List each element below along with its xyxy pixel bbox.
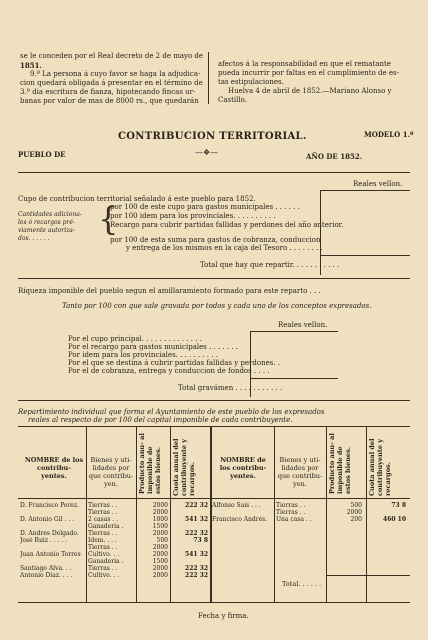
divider-line — [18, 172, 410, 173]
cell-bienes: Tierras . . — [276, 509, 306, 516]
brace-symbol: { — [98, 200, 119, 238]
cell-bienes: Tierras . . — [276, 502, 306, 509]
cell-nombre: Antonio Diaz. . . . — [20, 572, 73, 579]
riqueza-item: Por el de cobranza, entrega y conduccion de fondos . . . . — [68, 367, 270, 375]
table-row — [18, 516, 210, 523]
cell-bienes: Ganaderia . — [88, 558, 124, 565]
top-right-line: Castillo. — [218, 96, 247, 104]
riqueza-item: Por idem para los provinciales. . . . . . . . . . — [68, 351, 218, 359]
modelo-label: MODELO 1.º — [364, 130, 414, 139]
cell-cuota: 73 8 — [193, 537, 208, 544]
cell-producto: 2000 — [152, 502, 168, 509]
cupo-line: y entrega de los mismos en la caja del Tesoro . . . . . . . . — [126, 244, 323, 252]
cell-cuota: 541 32 — [185, 551, 208, 558]
cell-bienes: Cultivo. . . — [88, 551, 120, 558]
divider-line — [250, 331, 338, 332]
table-row — [210, 509, 410, 516]
cell-cuota: 541 32 — [185, 516, 208, 523]
anio-label: AÑO DE 1852. — [306, 152, 363, 161]
table-row — [18, 537, 210, 544]
document-title: CONTRIBUCION TERRITORIAL. — [118, 131, 307, 142]
cell-cuota: 222 32 — [185, 530, 208, 537]
cell-producto: 1000 — [152, 516, 168, 523]
cell-cuota: 222 32 — [185, 502, 208, 509]
table-row — [18, 502, 210, 509]
cell-bienes: Tierras . . — [88, 530, 118, 537]
table-top-rule — [18, 426, 410, 427]
ornament: —❖— — [195, 148, 219, 157]
cell-bienes: 2 casas . . — [88, 516, 119, 523]
fecha-firma: Fecha y firma. — [198, 612, 249, 620]
header-nombre-right: NOMBRE de los contribu- yentes. — [219, 456, 267, 480]
top-right-line: afectos á la responsabilidad en que el rematante — [218, 60, 391, 68]
cell-bienes: Una casa . . — [276, 516, 312, 523]
top-left-line: cion quedará obligada á presentar en el término de — [20, 79, 203, 87]
divider-line — [320, 255, 410, 256]
cell-nombre: D. Andres Delgado. — [20, 530, 79, 537]
reales-vellon-header: Reales vellon. — [278, 321, 328, 329]
cell-bienes: Idem. . . . — [88, 537, 117, 544]
cupo-line: Cupo de contribucion territorial señalado á este pueblo para 1852. — [18, 195, 256, 203]
brace-label-line: les ó recargos pré- — [18, 219, 75, 226]
riqueza-item: Por el recargo para gastos municipales . . . . . . . — [68, 343, 238, 351]
cell-bienes: Ganaderia . — [88, 523, 124, 530]
cell-nombre: José Ruiz . . . . . — [20, 537, 68, 544]
cell-producto: 2000 — [152, 572, 168, 579]
reales-vellon-header: Reales vellon. — [353, 180, 403, 188]
divider-line — [320, 190, 410, 191]
top-left-line: 3.º dia escritura de fianza, hipotecando fincas ur- — [20, 88, 196, 96]
cell-producto: 2000 — [152, 530, 168, 537]
table-row — [18, 509, 210, 516]
riqueza-subtitle: Tanto por 100 con que sale gravada por todos y cada uno de los conceptos expresados. — [62, 302, 372, 310]
table-row — [18, 523, 210, 530]
cell-bienes: Cultivo. . . — [88, 572, 120, 579]
cell-producto: 2000 — [152, 544, 168, 551]
cupo-total: Total que hay que repartir. . . . . . . . . . . — [200, 261, 340, 269]
cell-bienes: Tierras . . — [88, 502, 118, 509]
table-row — [210, 516, 410, 523]
header-producto-left: Producto anu- al imponible de estos bienes. — [138, 433, 162, 494]
table-row — [18, 572, 210, 579]
cell-nombre: D. Antonio Gil . . . — [20, 516, 75, 523]
cell-producto: 500 — [156, 537, 168, 544]
cell-bienes: Tierras . . — [88, 509, 118, 516]
cupo-line: por 100 idem para los provinciales. . . . . . . . . . — [110, 212, 276, 220]
column-divider — [320, 190, 321, 275]
cell-cuota: 73 8 — [391, 502, 406, 509]
header-producto-right: Producto anu- al imponible de estos bienes. — [328, 433, 352, 494]
top-left-line: 9.ª La persona á cuyo favor se haga la adjudica- — [30, 70, 201, 78]
top-right-text — [218, 60, 408, 105]
cell-producto: 2000 — [346, 509, 362, 516]
table-row — [18, 558, 210, 565]
riqueza-total: Total gravámen . . . . . . . . . . . — [178, 384, 283, 392]
brace-label-line: viamente autoriza- — [18, 227, 75, 234]
table-row — [18, 530, 210, 537]
repartimiento-line: reales al respecto de por 100 del capital imponible de cada contribuyente. — [28, 416, 293, 424]
header-bienes-right: Bienes y uti- lidades por que contribu- yen. — [277, 456, 323, 488]
cell-producto: 1500 — [152, 558, 168, 565]
cell-producto: 2000 — [152, 551, 168, 558]
top-right-line: pueda incurrir por faltas en el cumplimiento de es- — [218, 69, 399, 77]
table-header-rule — [18, 498, 410, 499]
cell-cuota: 222 32 — [185, 565, 208, 572]
divider-line — [326, 575, 410, 576]
top-right-line: tas estipulaciones. — [218, 78, 284, 86]
cell-nombre: D. Francisco Perez. — [20, 502, 79, 509]
cell-producto: 2000 — [152, 565, 168, 572]
cell-producto: 500 — [350, 502, 362, 509]
top-right-line: Huelva 4 de abril de 1852.—Mariano Alonso y — [228, 87, 392, 95]
pueblo-label: PUEBLO DE — [18, 150, 66, 159]
table-row — [18, 544, 210, 551]
cell-producto: 2000 — [152, 509, 168, 516]
cell-nombre: Alfonso Sais . . . — [212, 502, 261, 509]
top-left-line: banas por valor de mas de 8000 rs., que quedarán — [20, 97, 199, 105]
header-cuota-left: Cuota anual del contribuyente y recargos. — [172, 438, 196, 496]
brace-label-line: Cantidades adiciona- — [18, 211, 82, 218]
cupo-line: Recargo para cubrir partidas fallidas y perdones del año anterior. — [110, 221, 344, 229]
table-row — [18, 565, 210, 572]
divider-line — [18, 278, 410, 279]
table-row — [210, 502, 410, 509]
cell-bienes: Tierras . . — [88, 544, 118, 551]
table-row — [18, 551, 210, 558]
repartimiento-line: Repartimiento individual que forma el Ayuntamiento de este pueblo de los expresados — [18, 408, 325, 416]
divider-line — [250, 378, 338, 379]
top-left-line: se le conceden por el Real decreto de 2 de mayo de — [20, 52, 204, 60]
cell-cuota: 222 32 — [185, 572, 208, 579]
cell-nombre: Santiago Alva. . . — [20, 565, 72, 572]
column-divider — [208, 52, 209, 104]
top-left-text — [20, 52, 204, 106]
header-bienes-left: Bienes y uti- lidades por que contribu- yen. — [88, 456, 134, 488]
brace-label-line: dos. . . . . . — [18, 235, 50, 242]
cell-producto: 200 — [350, 516, 362, 523]
cupo-line: por 100 de este cupo para gastos municipales . . . . . . — [110, 203, 300, 211]
riqueza-item: Por el que se destina á cubrir partidas fallidas y perdones. . — [68, 359, 281, 367]
cell-nombre: Juan Antonio Torres — [20, 551, 81, 558]
cupo-line: por 100 de esta suma para gastos de cobranza, conduccion — [110, 236, 321, 244]
brace-label — [18, 211, 82, 243]
header-cuota-right: Cuota anual del contribuyente y recargos. — [368, 438, 392, 496]
divider-line — [18, 400, 410, 401]
riqueza-line: Riqueza imponible del pueblo segun el amillaramiento formado para este reparto . . . — [18, 287, 321, 295]
top-left-line: 1851. — [20, 61, 42, 70]
cell-nombre: Francisco Andrés. — [212, 516, 268, 523]
table-total: Total. . . . . . — [282, 580, 322, 588]
cell-bienes: Tierras . . — [88, 565, 118, 572]
cell-cuota: 460 10 — [383, 516, 406, 523]
table-bottom-rule — [18, 602, 410, 603]
header-nombre-left: NOMBRE de los contribu- yentes. — [24, 456, 84, 480]
cell-producto: 1500 — [152, 523, 168, 530]
column-divider — [250, 331, 251, 397]
riqueza-item: Por el cupo principal. . . . . . . . . . . . . . — [68, 335, 202, 343]
